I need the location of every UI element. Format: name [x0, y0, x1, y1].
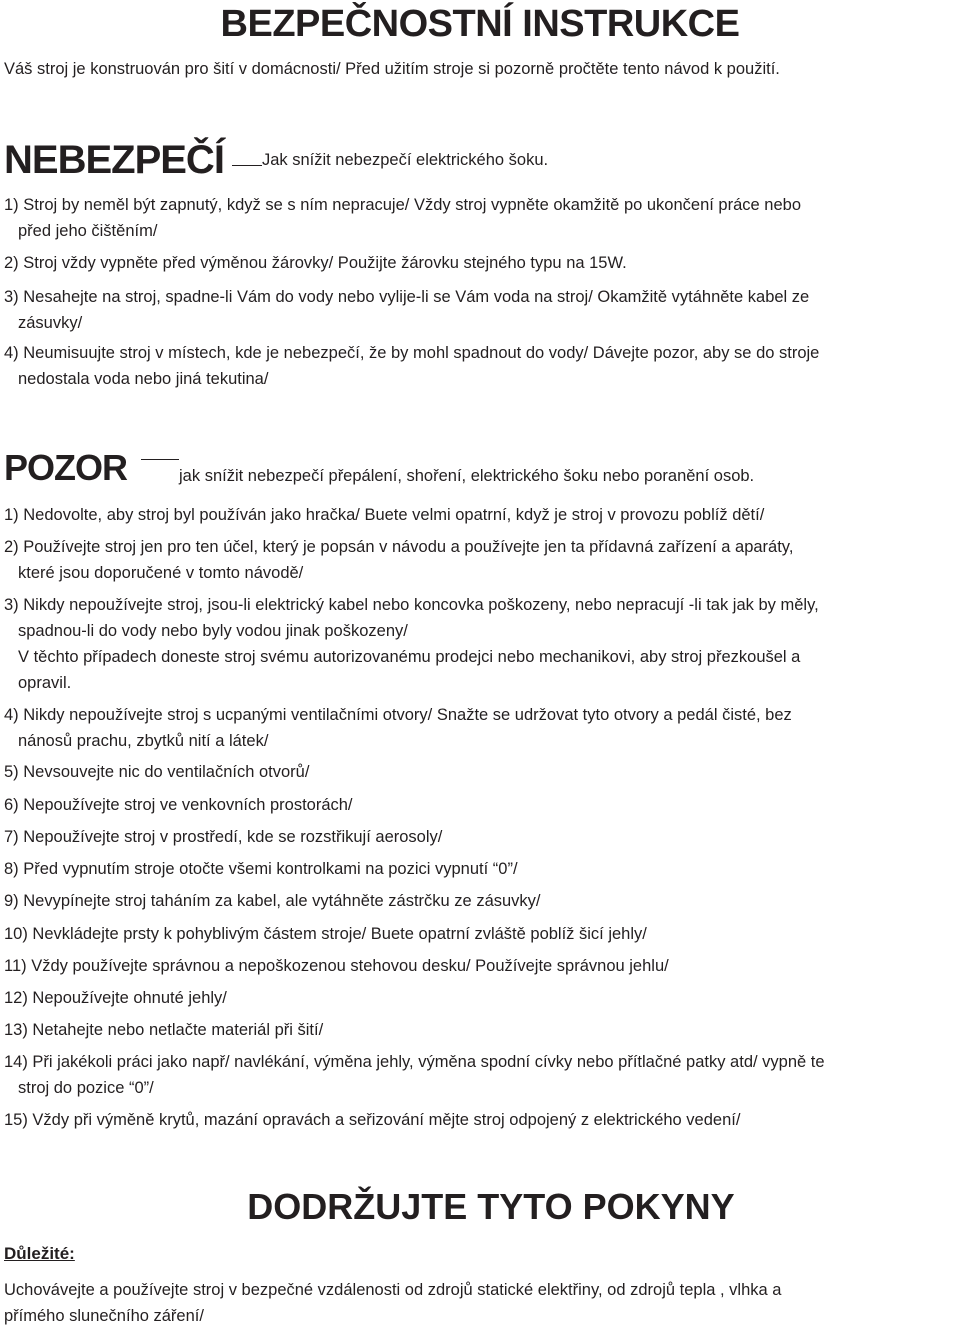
item-line: 15) Vždy při výměně krytů, mazání opravách a seřizování mějte stroj odpojený z elektrického vedení/	[4, 1111, 741, 1129]
caution-item-15	[4, 1107, 959, 1133]
intro-text: Váš stroj je konstruován pro šití v domácnosti/ Před užitím stroje si pozorně pročtěte tento návod k použití.	[4, 60, 780, 78]
caution-item-11	[4, 953, 959, 979]
caution-heading: POZOR	[4, 447, 128, 488]
heading-dash	[141, 459, 179, 460]
important-label: Důležité:	[4, 1244, 75, 1263]
item-line: zásuvky/	[18, 314, 83, 332]
item-line: 14) Při jakékoli práci jako např/ navlékání, výměna jehly, výměna spodní cívky nebo přítlačné patky atd/ vypně te	[4, 1053, 825, 1071]
item-line: 3) Nikdy nepoužívejte stroj, jsou-li elektrický kabel nebo koncovka poškozeny, nebo nepracují -li tak jak by měly,	[4, 596, 819, 614]
danger-heading-row	[4, 140, 548, 180]
item-line: 6) Nepoužívejte stroj ve venkovních prostorách/	[4, 796, 353, 814]
obey-heading: DODRŽUJTE TYTO POKYNY	[247, 1186, 735, 1227]
caution-item-4	[4, 702, 959, 754]
item-line: opravil.	[18, 674, 72, 692]
item-line: 10) Nevkládejte prsty k pohyblivým částem stroje/ Buete opatrní zvláště poblíž šicí jehly/	[4, 925, 647, 943]
item-line: 5) Nevsouvejte nic do ventilačních otvorů/	[4, 763, 310, 781]
danger-subtitle: Jak snížit nebezpečí elektrického šoku.	[261, 150, 549, 169]
item-line: Uchovávejte a používejte stroj v bezpečné vzdálenosti od zdrojů statické elektřiny, od zdrojů tepla , vlhka a	[4, 1281, 782, 1299]
caution-item-6	[4, 792, 959, 818]
item-line: 13) Netahejte nebo netlačte materiál při šití/	[4, 1021, 324, 1039]
danger-heading: NEBEZPEČÍ	[4, 138, 224, 182]
caution-item-12	[4, 985, 959, 1011]
caution-item-9	[4, 888, 959, 914]
item-line: 9) Nevypínejte stroj taháním za kabel, ale vytáhněte zástrčku ze zásuvky/	[4, 892, 541, 910]
caution-heading-row	[4, 447, 755, 488]
item-line: 2) Používejte stroj jen pro ten účel, který je popsán v návodu a používejte jen ta přídavná zařízení a aparáty,	[4, 538, 794, 556]
item-line: přímého slunečního záření/	[4, 1307, 204, 1325]
caution-item-8	[4, 856, 959, 882]
important-text	[4, 1277, 954, 1329]
item-line: 3) Nesahejte na stroj, spadne-li Vám do vody nebo vylije-li se Vám voda na stroj/ Okamžitě vytáhněte kabel ze	[4, 288, 810, 306]
item-line: před jeho čištěním/	[18, 222, 158, 240]
item-line: 2) Stroj vždy vypněte před výměnou žárovky/ Použijte žárovku stejného typu na 15W.	[4, 254, 627, 272]
item-line: 1) Stroj by neměl být zapnutý, když se s ním nepracuje/ Vždy stroj vypněte okamžitě po ukončení práce nebo	[4, 196, 801, 214]
caution-item-5	[4, 759, 959, 785]
danger-item-1	[4, 192, 959, 244]
caution-item-13	[4, 1017, 959, 1043]
item-line: stroj do pozice “0”/	[18, 1079, 154, 1097]
caution-item-14	[4, 1049, 959, 1101]
caution-item-2	[4, 534, 959, 586]
danger-item-2	[4, 250, 959, 276]
item-line: V těchto případech doneste stroj svému autorizovanému prodejci nebo mechanikovi, aby stroj přezkoušel a	[18, 648, 801, 666]
danger-item-4	[4, 340, 959, 392]
item-line: 8) Před vypnutím stroje otočte všemi kontrolkami na pozici vypnutí “0”/	[4, 860, 518, 878]
page-title: BEZPEČNOSTNÍ INSTRUKCE	[220, 3, 740, 45]
item-line: 4) Neumisuujte stroj v místech, kde je nebezpečí, že by mohl spadnout do vody/ Dávejte pozor, aby se do stroje	[4, 344, 820, 362]
item-line: 7) Nepoužívejte stroj v prostředí, kde se rozstřikují aerosoly/	[4, 828, 443, 846]
item-line: 12) Nepoužívejte ohnuté jehly/	[4, 989, 227, 1007]
item-line: 11) Vždy používejte správnou a nepoškozenou stehovou desku/ Používejte správnou jehlu/	[4, 957, 669, 975]
caution-item-7	[4, 824, 959, 850]
item-line: které jsou doporučené v tomto návodě/	[18, 564, 304, 582]
item-line: 4) Nikdy nepoužívejte stroj s ucpanými ventilačními otvory/ Snažte se udržovat tyto otvory a pedál čisté, bez	[4, 706, 792, 724]
caution-subtitle: jak snížit nebezpečí přepálení, shoření, elektrického šoku nebo poranění osob.	[179, 466, 755, 485]
item-line: nánosů prachu, zbytků nití a látek/	[18, 732, 269, 750]
item-line: spadnou-li do vody nebo byly vodou jinak poškozeny/	[18, 622, 408, 640]
caution-item-3	[4, 592, 959, 696]
caution-item-1	[4, 502, 959, 528]
item-line: 1) Nedovolte, aby stroj byl používán jako hračka/ Buete velmi opatrní, když je stroj v provozu poblíž dětí/	[4, 506, 765, 524]
danger-item-3	[4, 284, 959, 336]
caution-item-10	[4, 921, 959, 947]
heading-dash	[232, 165, 262, 166]
item-line: nedostala voda nebo jiná tekutina/	[18, 370, 269, 388]
